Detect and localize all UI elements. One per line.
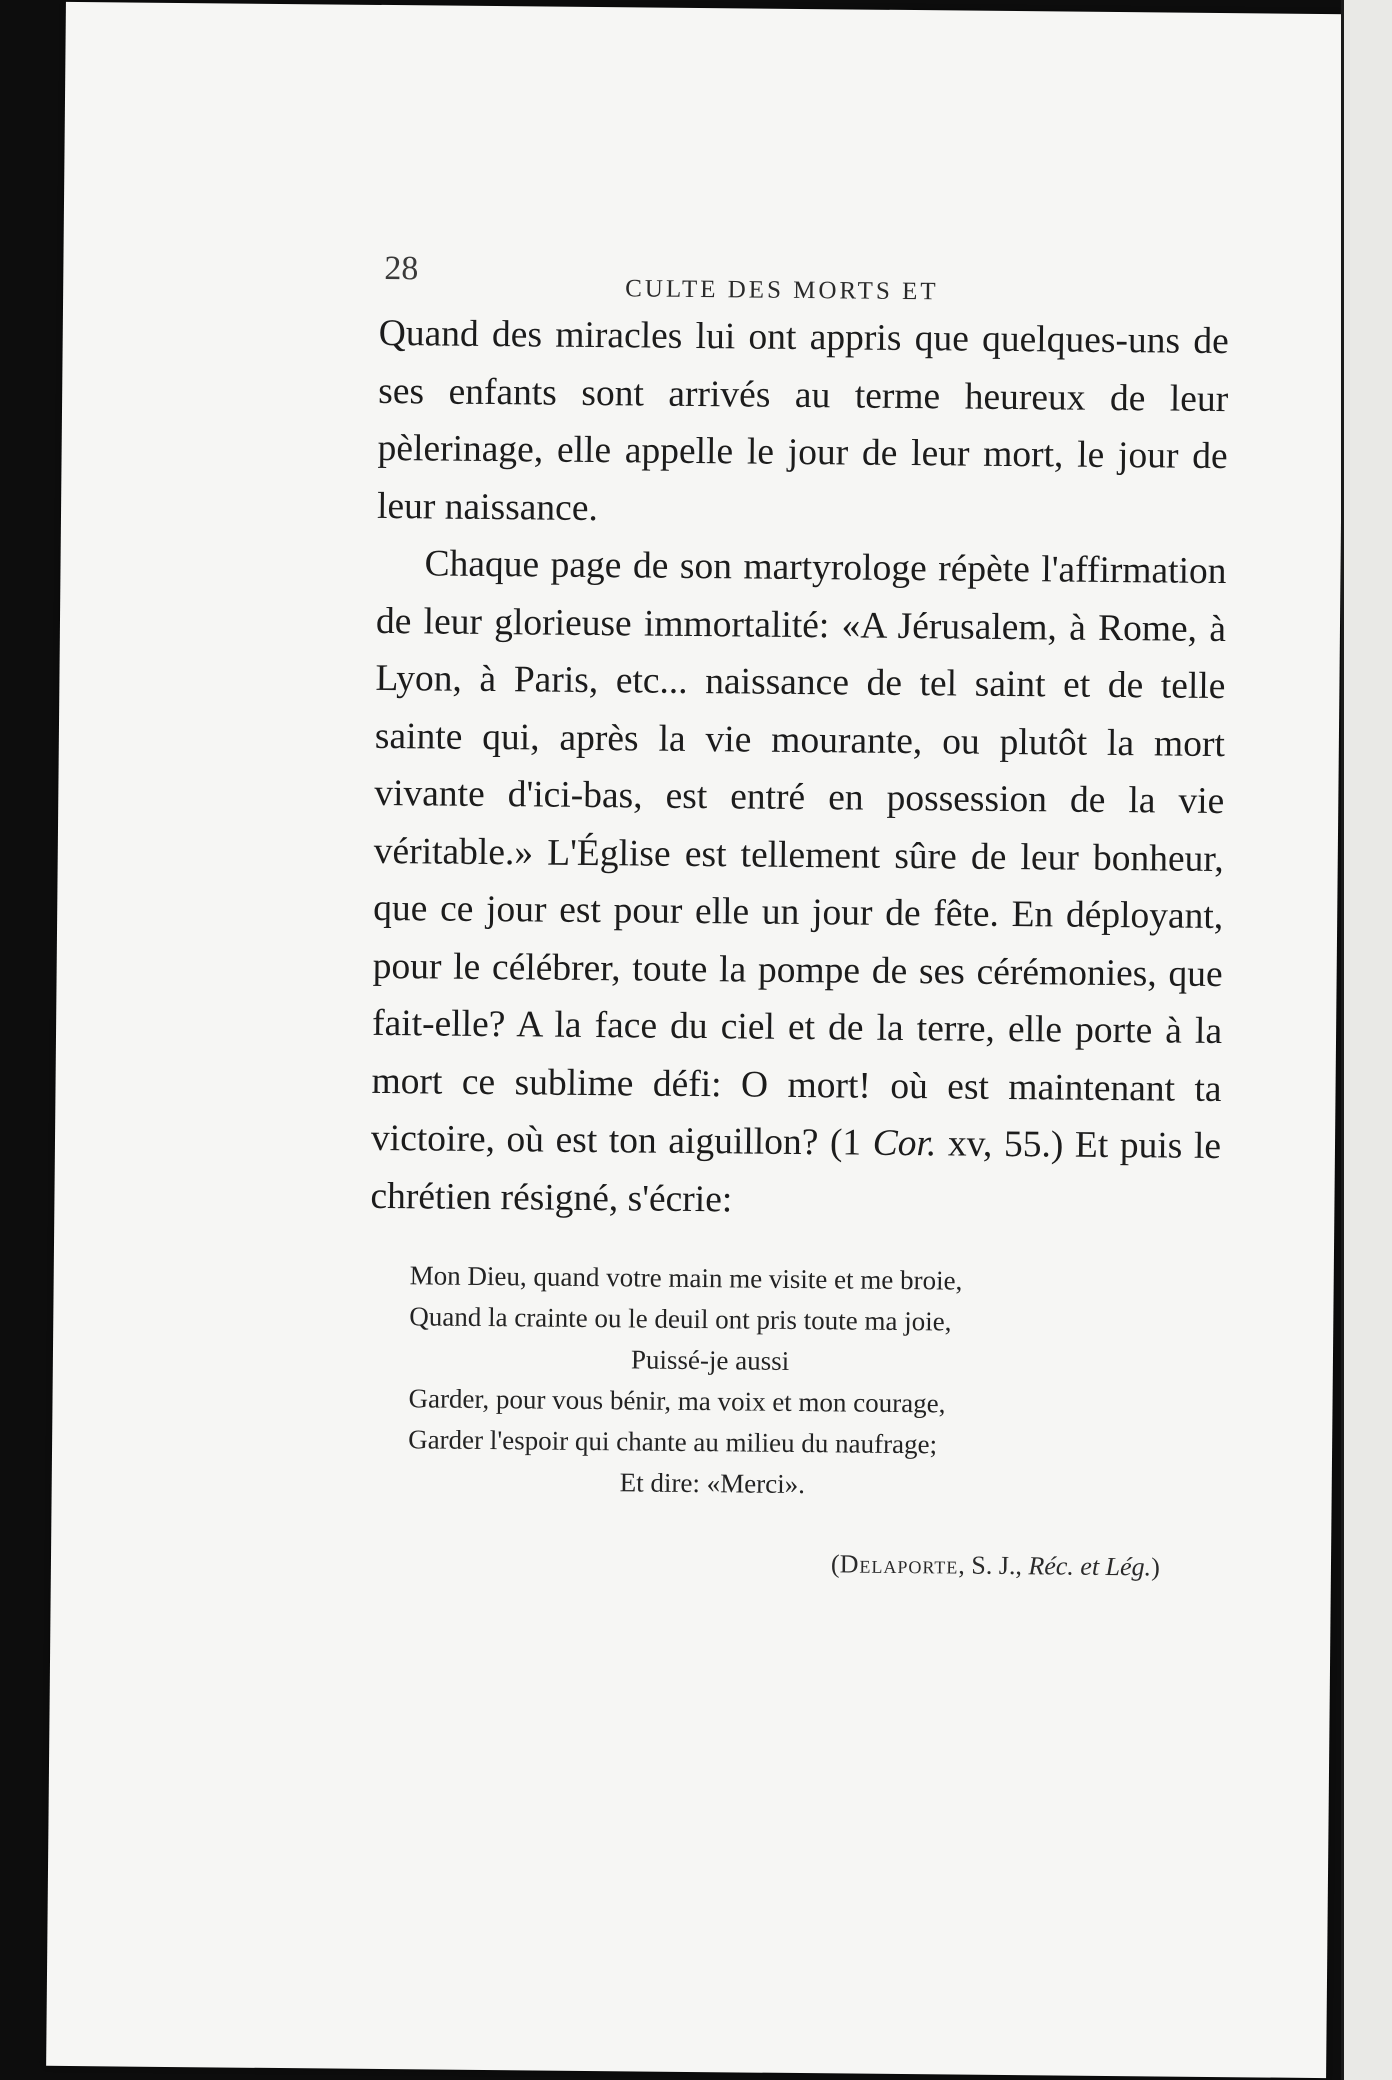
verse-line-4: Garder, pour vous bénir, ma voix et mon courage,: [408, 1383, 946, 1419]
page-content: [297, 244, 1230, 1583]
attribution-author: Delaporte: [839, 1549, 959, 1580]
paragraph-2-end: xv, 55.) Et puis le chrétien résigné, s'écrie:: [370, 1123, 1222, 1220]
verse-line-5: Garder l'espoir qui chante au milieu du naufrage;: [408, 1424, 938, 1460]
adjacent-page-edge: [1341, 0, 1392, 2080]
attribution-close: ): [1151, 1552, 1160, 1582]
book-page: [46, 2, 1346, 2078]
running-title: CULTE DES MORTS ET: [625, 275, 939, 306]
page-number: 28: [384, 249, 419, 288]
verse-block: [298, 1254, 1220, 1509]
verse-line-3: Puissé-je aussi: [630, 1344, 790, 1376]
verse-line-1: Mon Dieu, quand votre main me visite et me broie,: [409, 1260, 963, 1296]
verse-line-6: Et dire: «Merci».: [619, 1467, 806, 1500]
attribution: [297, 1544, 1217, 1583]
paragraph-2-text: Chaque page de son martyrologe répète l'affirmation de leur glorieuse immortalité: «A Jérusalem, à Rome, à Lyon, à Paris, etc... naissance de tel saint et de telle sainte qui, après la vie mourante, ou plutôt la mort vivante d'ici-bas, est entré en possession de la vie véritable.» L'Église est tellement sûre de leur bonheur, que ce jour est pour elle un jour de fête. En déployant, pour le célébrer, toute la pompe de ses cérémonies, que fait-elle? A la face du ciel et de la terre, elle porte à la mort ce sublime défi: O mort! où est maintenant ta victoire, où est ton aiguillon? (1: [370, 543, 1227, 1164]
scripture-reference: Cor.: [872, 1122, 937, 1165]
running-head: [309, 244, 1230, 313]
verse-line-2: Quand la crainte ou le deuil ont pris toute ma joie,: [409, 1301, 952, 1337]
paragraph-2: [300, 534, 1227, 1233]
paragraph-1: Quand des miracles lui ont appris que quelques-uns de ses enfants sont arrivés au terme heureux de leur pèlerinage, elle appelle le jour de leur mort, le jour de leur naissance.: [376, 312, 1229, 529]
attribution-middle: , S. J.,: [958, 1550, 1029, 1581]
attribution-work: Réc. et Lég.: [1028, 1551, 1152, 1582]
attribution-open: (: [830, 1549, 840, 1579]
